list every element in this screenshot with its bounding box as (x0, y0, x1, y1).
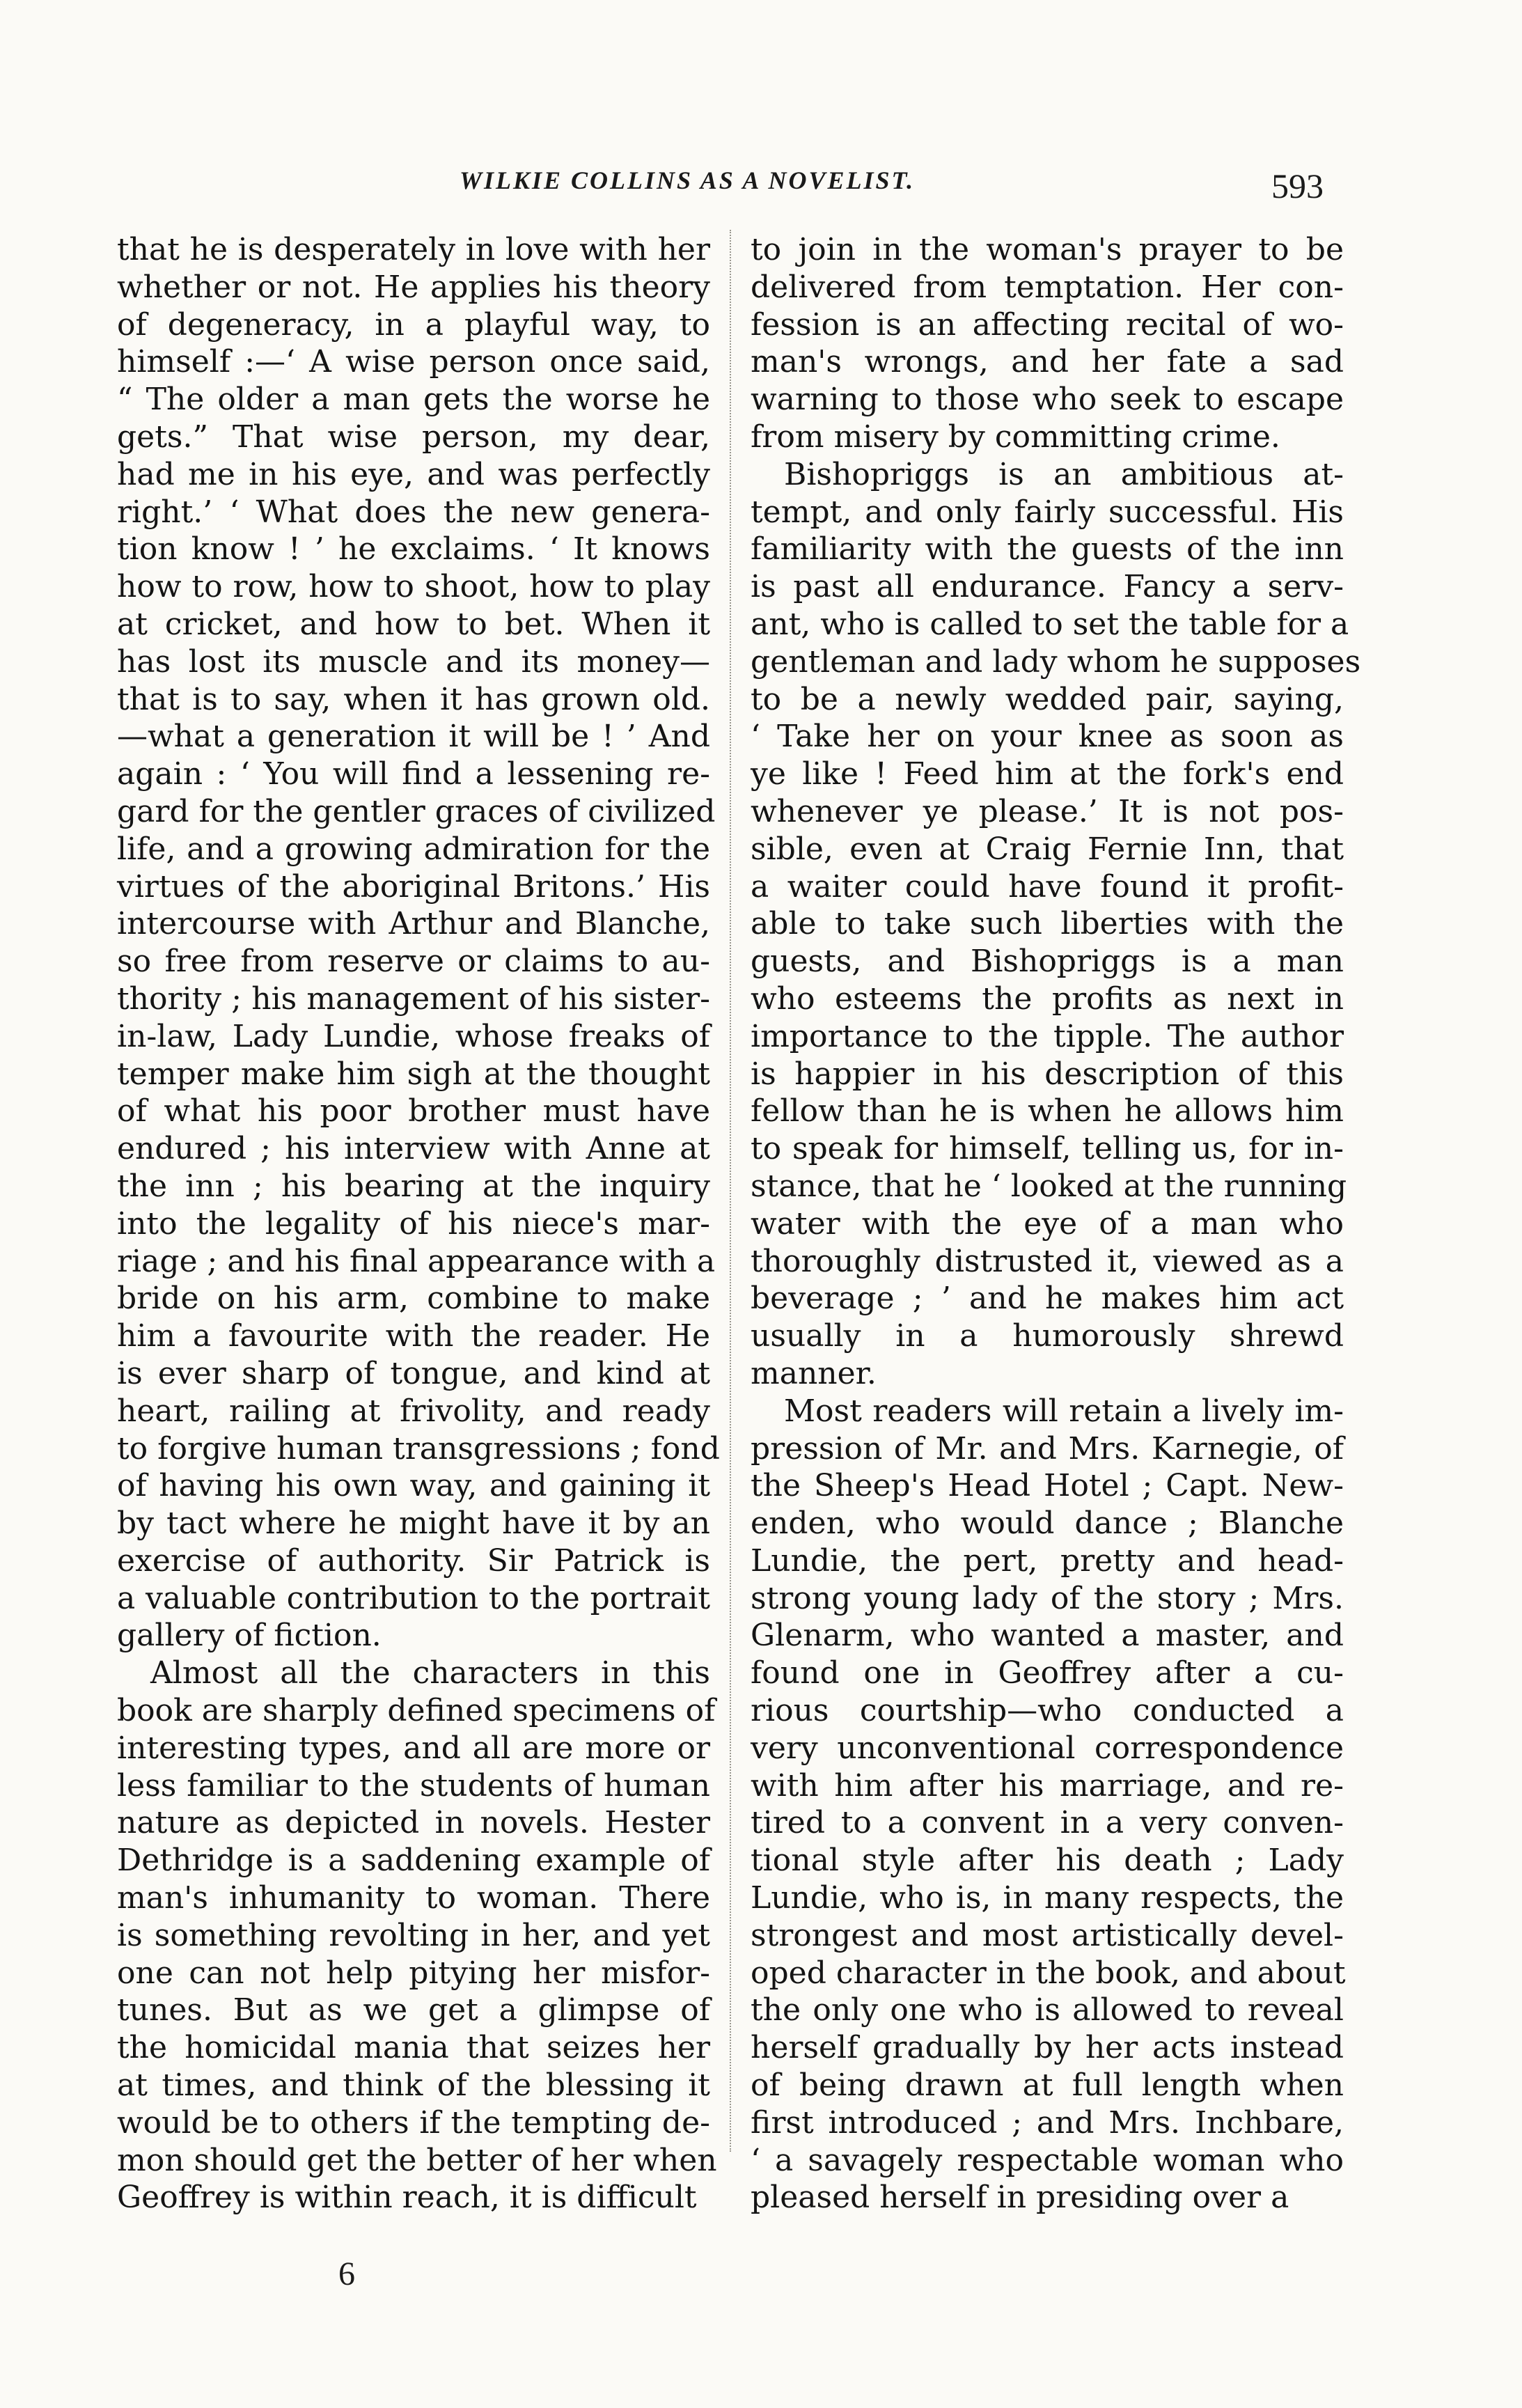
text-line: right.’ ‘ What does the new genera- (117, 494, 710, 530)
text-line: bride on his arm, combine to make (117, 1281, 710, 1317)
text-line: at times, and think of the blessing it (117, 2067, 710, 2104)
text-line: to forgive human transgressions ; fond (117, 1430, 720, 1467)
text-line: pleased herself in presiding over a (751, 2180, 1289, 2216)
text-line: man's inhumanity to woman. There (117, 1880, 710, 1916)
text-line: very unconventional correspondence (751, 1730, 1344, 1766)
text-line: one can not help pitying her misfor- (117, 1955, 710, 1991)
text-line: that is to say, when it has grown old. (117, 681, 710, 717)
text-line: herself gradually by her acts instead (751, 2030, 1344, 2066)
text-line: temper make him sigh at the thought (117, 1056, 710, 1092)
text-line: him a favourite with the reader. He (117, 1318, 710, 1354)
text-line: mon should get the better of her when (117, 2142, 717, 2178)
text-line: to speak for himself, telling us, for in- (751, 1131, 1344, 1167)
text-line: tional style after his death ; Lady (751, 1843, 1344, 1879)
text-line: the only one who is allowed to reveal (751, 1992, 1344, 2028)
text-line: ye like ! Feed him at the fork's end (751, 756, 1344, 792)
signature-mark: 6 (338, 2255, 355, 2292)
text-line: tion know ! ’ he exclaims. ‘ It knows (117, 531, 710, 568)
text-line: sible, even at Craig Fernie Inn, that (751, 831, 1344, 867)
text-line: by tact where he might have it by an (117, 1506, 710, 1542)
text-line: in-law, Lady Lundie, whose freaks of (117, 1018, 710, 1054)
text-line: strongest and most artistically devel- (751, 1917, 1344, 1953)
text-line: Lundie, the pert, pretty and head- (751, 1542, 1344, 1579)
text-line: ‘ a savagely respectable woman who (751, 2142, 1344, 2178)
text-line: fellow than he is when he allows him (751, 1093, 1344, 1129)
text-line: “ The older a man gets the worse he (117, 382, 710, 418)
text-line: tempt, and only fairly successful. His (751, 494, 1344, 530)
text-line: Bishopriggs is an ambitious at- (784, 456, 1344, 492)
text-line: delivered from temptation. Her con- (751, 269, 1344, 305)
text-line: stance, that he ‘ looked at the running (751, 1168, 1347, 1204)
text-line: the Sheep's Head Hotel ; Capt. New- (751, 1468, 1344, 1504)
text-line: pression of Mr. and Mrs. Karnegie, of (751, 1430, 1344, 1467)
text-line: importance to the tipple. The author (751, 1018, 1344, 1054)
text-line: endured ; his interview with Anne at (117, 1131, 710, 1167)
text-line: Glenarm, who wanted a master, and (751, 1618, 1344, 1654)
column-divider (730, 230, 731, 2152)
text-line: Dethridge is a saddening example of (117, 1843, 710, 1879)
text-line: at cricket, and how to bet. When it (117, 606, 710, 642)
text-line: oped character in the book, and about (751, 1955, 1346, 1991)
text-line: first introduced ; and Mrs. Inchbare, (751, 2104, 1344, 2141)
text-line: from misery by committing crime. (751, 419, 1280, 455)
text-line: a waiter could have found it profit- (751, 868, 1344, 905)
text-line: would be to others if the tempting de- (117, 2104, 710, 2141)
left-column (117, 231, 720, 2217)
text-line: thority ; his management of his sister- (117, 980, 710, 1017)
text-line: heart, railing at frivolity, and ready (117, 1393, 710, 1429)
text-line: strong young lady of the story ; Mrs. (751, 1580, 1344, 1616)
text-line: to join in the woman's prayer to be (751, 232, 1344, 267)
text-line: enden, who would dance ; Blanche (751, 1506, 1344, 1542)
text-line: Most readers will retain a lively im- (784, 1393, 1344, 1429)
text-line: Lundie, who is, in many respects, the (751, 1880, 1344, 1916)
text-line: found one in Geoffrey after a cu- (751, 1655, 1344, 1691)
text-line: whether or not. He applies his theory (117, 269, 710, 305)
text-line: with him after his marriage, and re- (751, 1767, 1344, 1804)
text-line: how to row, how to shoot, how to play (117, 569, 710, 605)
text-line: who esteems the profits as next in (751, 980, 1344, 1017)
text-line: so free from reserve or claims to au- (117, 944, 710, 980)
text-line: man's wrongs, and her fate a sad (751, 344, 1344, 380)
text-line: the homicidal mania that seizes her (117, 2030, 710, 2066)
text-line: that he is desperately in love with her (117, 232, 710, 267)
text-line: thoroughly distrusted it, viewed as a (751, 1243, 1344, 1279)
text-line: beverage ; ’ and he makes him act (751, 1281, 1344, 1317)
text-line: into the legality of his niece's mar- (117, 1205, 710, 1242)
text-line: familiarity with the guests of the inn (751, 531, 1344, 568)
text-line: life, and a growing admiration for the (117, 831, 710, 867)
text-line: of being drawn at full length when (751, 2067, 1344, 2104)
text-line: of what his poor brother must have (117, 1093, 710, 1129)
text-line: manner. (751, 1355, 877, 1391)
text-line: ant, who is called to set the table for a (751, 606, 1349, 642)
text-line: again : ‘ You will find a lessening re- (117, 756, 710, 792)
text-line: exercise of authority. Sir Patrick is (117, 1542, 710, 1579)
page-number: 593 (1271, 166, 1324, 205)
text-line: intercourse with Arthur and Blanche, (117, 906, 710, 942)
text-line: had me in his eye, and was perfectly (117, 456, 710, 492)
text-line: nature as depicted in novels. Hester (117, 1805, 710, 1841)
text-line: book are sharply defined specimens of (117, 1693, 716, 1729)
text-line: usually in a humorously shrewd (751, 1318, 1344, 1354)
text-line: tired to a convent in a very conven- (751, 1805, 1344, 1841)
text-line: of degeneracy, in a playful way, to (117, 306, 710, 343)
text-line: has lost its muscle and its money— (117, 643, 710, 680)
text-line: guests, and Bishopriggs is a man (751, 944, 1344, 980)
text-line: to be a newly wedded pair, saying, (751, 681, 1344, 717)
text-line: Geoffrey is within reach, it is difficult (117, 2180, 697, 2216)
text-line: is happier in his description of this (751, 1056, 1344, 1092)
text-line: is ever sharp of tongue, and kind at (117, 1355, 710, 1391)
text-line: gard for the gentler graces of civilized (117, 793, 716, 829)
text-line: able to take such liberties with the (751, 906, 1344, 942)
text-line: water with the eye of a man who (751, 1205, 1344, 1242)
text-line: is past all endurance. Fancy a serv- (751, 569, 1344, 605)
text-line: ‘ Take her on your knee as soon as (751, 719, 1344, 755)
text-line: riage ; and his final appearance with a (117, 1243, 716, 1279)
text-line: less familiar to the students of human (117, 1767, 710, 1804)
text-line: a valuable contribution to the portrait (117, 1580, 710, 1616)
text-line: Almost all the characters in this (150, 1655, 710, 1691)
text-line: himself :—‘ A wise person once said, (117, 344, 710, 380)
text-line: is something revolting in her, and yet (117, 1917, 710, 1953)
text-line: interesting types, and all are more or (117, 1730, 710, 1766)
text-line: rious courtship—who conducted a (751, 1693, 1344, 1729)
text-line: whenever ye please.’ It is not pos- (751, 793, 1344, 829)
text-line: tunes. But as we get a glimpse of (117, 1992, 710, 2028)
right-column (751, 231, 1361, 2217)
text-line: of having his own way, and gaining it (117, 1468, 710, 1504)
text-line: fession is an affecting recital of wo- (751, 306, 1344, 343)
text-line: gets.” That wise person, my dear, (117, 419, 710, 455)
text-line: warning to those who seek to escape (751, 382, 1344, 418)
text-line: —what a generation it will be ! ’ And (117, 719, 710, 755)
text-line: the inn ; his bearing at the inquiry (117, 1168, 710, 1204)
text-line: virtues of the aboriginal Britons.’ His (117, 868, 710, 905)
text-line: gallery of fiction. (117, 1618, 382, 1654)
text-line: gentleman and lady whom he supposes (751, 643, 1361, 680)
running-title: WILKIE COLLINS AS A NOVELIST. (460, 166, 916, 194)
